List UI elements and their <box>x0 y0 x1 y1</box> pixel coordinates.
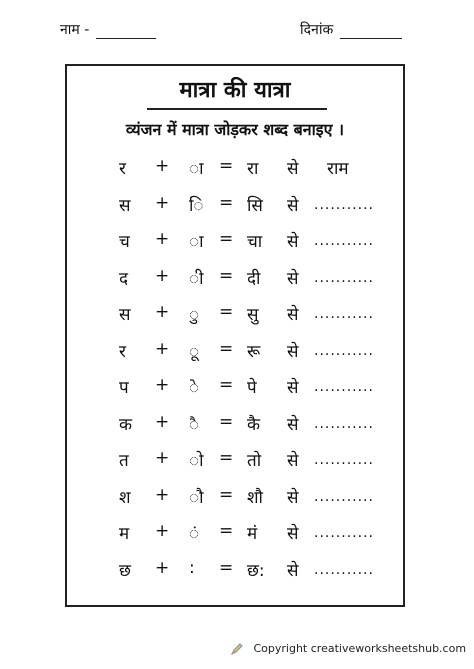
se-text: से <box>287 487 299 508</box>
exercise-row <box>67 448 403 485</box>
se-text: से <box>287 560 299 581</box>
plus-sign: + <box>155 302 170 322</box>
plus-sign: + <box>155 484 170 505</box>
answer-blank[interactable]: ........... <box>314 452 374 468</box>
result-syllable: सि <box>247 195 263 216</box>
exercise-row <box>67 558 403 595</box>
consonant: द <box>119 268 129 289</box>
answer-blank[interactable]: ........... <box>314 269 374 286</box>
answer-blank[interactable]: ........... <box>314 196 374 213</box>
consonant: श <box>119 487 131 508</box>
plus-sign: + <box>155 521 170 541</box>
consonant: र <box>119 341 126 362</box>
name-field <box>60 20 156 39</box>
matra: ी <box>189 268 204 289</box>
plus-sign: + <box>155 411 170 432</box>
equals-sign: = <box>219 302 234 322</box>
consonant: र <box>119 159 126 179</box>
result-syllable: रा <box>247 159 259 179</box>
answer-blank[interactable]: ........... <box>314 525 374 541</box>
se-text: से <box>287 268 299 289</box>
plus-sign: + <box>155 338 170 359</box>
matra: ं <box>189 524 200 544</box>
se-text: से <box>287 378 299 398</box>
consonant: स <box>119 195 131 216</box>
se-text: से <box>287 414 299 435</box>
consonant: क <box>119 414 133 435</box>
answer-blank[interactable]: ........... <box>314 342 374 359</box>
equals-sign: = <box>219 557 234 578</box>
matra: : <box>189 557 195 578</box>
se-text: से <box>287 524 299 544</box>
se-text: से <box>287 451 299 471</box>
answer-blank[interactable]: ........... <box>314 306 374 322</box>
plus-sign: + <box>155 448 170 468</box>
result-syllable: दी <box>247 268 261 289</box>
se-text: से <box>287 305 299 325</box>
consonant: स <box>119 305 131 325</box>
exercise-row <box>67 266 403 303</box>
worksheet-instruction: व्यंजन में मात्रा जोड़कर शब्द बनाइए । <box>125 120 345 139</box>
answer-blank[interactable]: ........... <box>314 415 374 432</box>
plus-sign: + <box>155 192 170 213</box>
equals-sign: = <box>219 229 234 249</box>
exercise-row <box>67 302 403 339</box>
matra: ा <box>189 232 204 252</box>
plus-sign: + <box>155 375 170 395</box>
matra: े <box>189 378 200 398</box>
result-syllable: चा <box>247 232 263 252</box>
copyright-text: Copyright creativeworksheetshub.com <box>253 642 467 655</box>
date-label: दिनांक <box>300 22 334 38</box>
worksheet-title: मात्रा की यात्रा <box>179 78 291 103</box>
equals-sign: = <box>219 265 234 286</box>
name-label: नाम - <box>60 22 90 38</box>
name-blank[interactable] <box>96 26 156 39</box>
matra: ै <box>189 414 200 435</box>
answer-blank[interactable]: ........... <box>314 488 374 505</box>
se-text: से <box>287 341 299 362</box>
matra: ू <box>189 341 200 362</box>
equals-sign: = <box>219 448 234 468</box>
footer <box>230 642 466 656</box>
equals-sign: = <box>219 521 234 541</box>
date-blank[interactable] <box>340 26 402 39</box>
plus-sign: + <box>155 265 170 286</box>
equals-sign: = <box>219 484 234 505</box>
exercise-rows <box>67 156 403 594</box>
se-text: से <box>287 159 299 179</box>
equals-sign: = <box>219 156 234 176</box>
result-syllable: पे <box>247 378 257 398</box>
consonant: प <box>119 378 129 398</box>
consonant: म <box>119 524 130 544</box>
se-text: से <box>287 232 299 252</box>
consonant: च <box>119 232 130 252</box>
title-underline <box>147 108 327 110</box>
matra: ि <box>189 195 204 216</box>
matra: ो <box>189 451 204 471</box>
plus-sign: + <box>155 229 170 249</box>
consonant: छ <box>119 560 131 581</box>
answer-blank[interactable]: ........... <box>314 561 374 578</box>
equals-sign: = <box>219 192 234 213</box>
result-syllable: तो <box>247 451 262 471</box>
result-syllable: मं <box>247 524 258 544</box>
exercise-row <box>67 193 403 230</box>
exercise-row <box>67 229 403 266</box>
matra: ा <box>189 159 204 179</box>
matra: ौ <box>189 487 204 508</box>
result-syllable: सु <box>247 305 259 325</box>
exercise-row <box>67 375 403 412</box>
plus-sign: + <box>155 156 170 176</box>
answer-word: राम <box>327 159 349 179</box>
exercise-row <box>67 485 403 522</box>
equals-sign: = <box>219 375 234 395</box>
consonant: त <box>119 451 129 471</box>
worksheet-frame <box>65 64 405 607</box>
result-syllable: छ: <box>247 560 265 581</box>
answer-blank[interactable]: ........... <box>314 233 374 249</box>
exercise-row <box>67 521 403 558</box>
result-syllable: रू <box>247 341 261 362</box>
exercise-row <box>67 412 403 449</box>
exercise-row <box>67 339 403 376</box>
plus-sign: + <box>155 557 170 578</box>
exercise-row <box>67 156 403 193</box>
equals-sign: = <box>219 411 234 432</box>
equals-sign: = <box>219 338 234 359</box>
matra: ु <box>189 305 200 325</box>
pencil-icon <box>230 642 244 656</box>
answer-blank[interactable]: ........... <box>314 379 374 395</box>
se-text: से <box>287 195 299 216</box>
result-syllable: कै <box>247 414 261 435</box>
result-syllable: शौ <box>247 487 263 508</box>
date-field <box>300 20 402 39</box>
